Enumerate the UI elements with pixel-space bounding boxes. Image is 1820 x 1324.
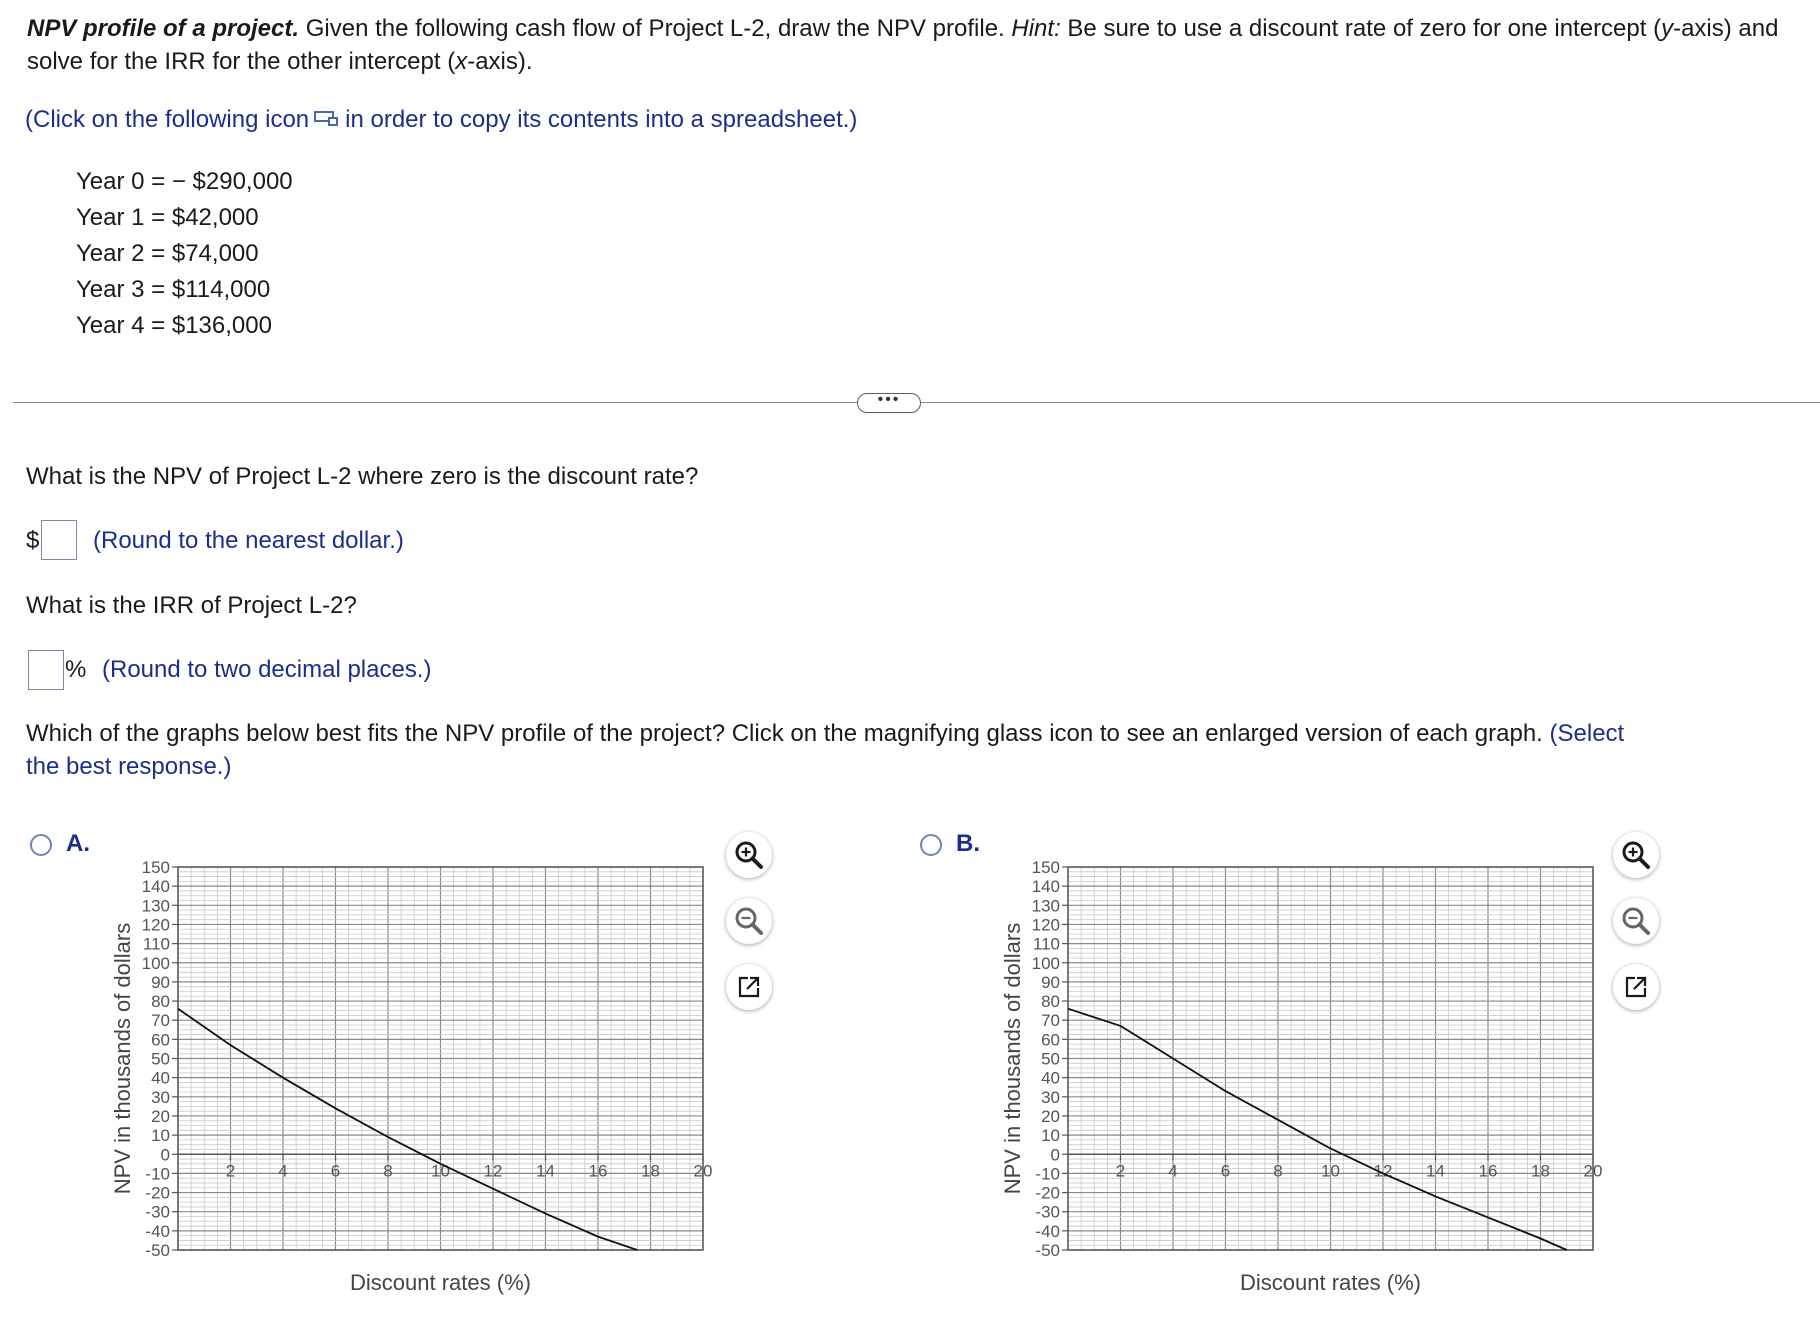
y-tick-label: 110 xyxy=(142,934,170,954)
question-graph xyxy=(26,717,1806,783)
copy-note xyxy=(25,103,857,137)
open-external-icon xyxy=(1623,974,1649,1000)
copy-note-before: (Click on the following icon xyxy=(25,106,310,133)
zoom-in-button-b[interactable] xyxy=(1613,832,1659,878)
y-tick-label: 120 xyxy=(1031,915,1060,935)
x-tick-label: 20 xyxy=(693,1161,713,1181)
copy-icon[interactable] xyxy=(313,104,339,137)
more-button[interactable]: ••• xyxy=(857,393,921,413)
problem-intro: Given the following cash flow of Project L-2, draw the NPV profile. xyxy=(299,15,1012,42)
y-tick-label: -40 xyxy=(145,1221,170,1241)
y-tick-label: 20 xyxy=(151,1106,170,1126)
hint-text: Be sure to use a discount rate of zero for one intercept ( xyxy=(1060,15,1662,42)
cash-flow-year-0: Year 0 = − $290,000 xyxy=(76,168,293,195)
y-tick-label: -50 xyxy=(1035,1241,1060,1260)
x-tick-label: 14 xyxy=(536,1161,555,1181)
x-tick-label: 2 xyxy=(225,1161,236,1181)
hint-label: Hint: xyxy=(1011,15,1061,42)
y-tick-label: 70 xyxy=(1041,1011,1060,1031)
x-tick-label: 12 xyxy=(1373,1161,1393,1181)
y-tick-label: 140 xyxy=(1031,877,1060,897)
chart-b xyxy=(990,855,1610,1295)
y-axis-title: NPV in thousands of dollars xyxy=(1000,922,1025,1195)
question-npv: What is the NPV of Project L-2 where zero is the discount rate? xyxy=(26,463,699,490)
y-tick-label: -10 xyxy=(145,1164,170,1184)
y-axis-word: y xyxy=(1661,15,1674,42)
x-tick-label: 10 xyxy=(1321,1161,1340,1181)
cash-flow-year-3: Year 3 = $114,000 xyxy=(76,276,271,303)
irr-round-hint: (Round to two decimal places.) xyxy=(102,656,432,683)
x-tick-label: 4 xyxy=(1168,1161,1178,1181)
dollar-prefix: $ xyxy=(26,527,40,554)
x-tick-label: 6 xyxy=(1220,1161,1231,1181)
hint-text-3: -axis). xyxy=(467,48,533,75)
problem-statement xyxy=(27,12,1797,78)
y-tick-label: 130 xyxy=(141,896,170,916)
y-tick-label: 90 xyxy=(151,972,170,992)
chart-a xyxy=(100,855,720,1295)
y-tick-label: 0 xyxy=(160,1145,170,1165)
y-tick-label: 120 xyxy=(141,915,170,935)
x-axis-title: Discount rates (%) xyxy=(1240,1270,1421,1295)
y-tick-label: 80 xyxy=(1041,992,1060,1012)
irr-answer-input[interactable] xyxy=(28,650,64,690)
x-tick-label: 16 xyxy=(588,1161,608,1181)
npv-curve-a xyxy=(178,1009,637,1250)
option-b-radio[interactable] xyxy=(920,834,942,856)
y-tick-label: -30 xyxy=(145,1202,170,1222)
y-tick-label: 150 xyxy=(1031,858,1060,877)
y-tick-label: 80 xyxy=(151,992,170,1012)
x-tick-label: 18 xyxy=(641,1161,660,1181)
option-a-radio[interactable] xyxy=(30,834,52,856)
x-axis-title: Discount rates (%) xyxy=(350,1270,531,1295)
y-tick-label: -30 xyxy=(1035,1202,1060,1222)
option-a-label: A. xyxy=(66,830,90,857)
y-tick-label: -10 xyxy=(1035,1164,1060,1184)
y-tick-label: 100 xyxy=(141,953,170,973)
percent-suffix: % xyxy=(65,656,87,683)
zoom-out-icon xyxy=(1621,906,1651,936)
x-tick-label: 2 xyxy=(1115,1161,1126,1181)
zoom-out-button-a[interactable] xyxy=(726,898,772,944)
question-irr: What is the IRR of Project L-2? xyxy=(26,592,357,619)
y-tick-label: 100 xyxy=(1031,953,1060,973)
cash-flow-year-1: Year 1 = $42,000 xyxy=(76,204,259,231)
x-tick-label: 4 xyxy=(278,1161,288,1181)
y-tick-label: 130 xyxy=(1031,896,1060,916)
y-tick-label: 110 xyxy=(1032,934,1060,954)
y-tick-label: 140 xyxy=(141,877,170,897)
zoom-out-button-b[interactable] xyxy=(1613,898,1659,944)
y-tick-label: 0 xyxy=(1050,1145,1060,1165)
y-tick-label: 10 xyxy=(1041,1126,1060,1146)
cash-flow-year-2: Year 2 = $74,000 xyxy=(76,240,259,267)
y-tick-label: 60 xyxy=(151,1030,170,1050)
open-external-icon xyxy=(736,974,762,1000)
x-tick-label: 10 xyxy=(431,1161,450,1181)
zoom-in-icon xyxy=(734,840,764,870)
copy-note-after: in order to copy its contents into a spreadsheet.) xyxy=(345,106,858,133)
y-tick-label: 150 xyxy=(141,858,170,877)
select-note-2: the best response.) xyxy=(26,753,232,780)
x-tick-label: 8 xyxy=(383,1161,393,1181)
y-tick-label: 50 xyxy=(1041,1049,1060,1069)
y-tick-label: 10 xyxy=(151,1126,170,1146)
x-tick-label: 16 xyxy=(1478,1161,1498,1181)
y-tick-label: -20 xyxy=(145,1183,170,1203)
option-b-label: B. xyxy=(956,830,980,857)
y-tick-label: 40 xyxy=(151,1068,170,1088)
x-tick-label: 20 xyxy=(1583,1161,1603,1181)
cash-flow-year-4: Year 4 = $136,000 xyxy=(76,312,272,339)
hint-text-2: -axis) and solve for the IRR for the other intercept ( xyxy=(27,15,1779,75)
y-axis-title: NPV in thousands of dollars xyxy=(110,922,135,1195)
x-tick-label: 8 xyxy=(1273,1161,1283,1181)
y-tick-label: 50 xyxy=(151,1049,170,1069)
y-tick-label: -50 xyxy=(145,1241,170,1260)
npv-round-hint: (Round to the nearest dollar.) xyxy=(93,527,404,554)
problem-title: NPV profile of a project. xyxy=(27,15,300,42)
x-axis-word: x xyxy=(455,48,468,75)
open-external-button-b[interactable] xyxy=(1613,964,1659,1010)
zoom-in-button-a[interactable] xyxy=(726,832,772,878)
x-tick-label: 12 xyxy=(483,1161,503,1181)
question-graph-text: Which of the graphs below best fits the NPV profile of the project? Click on the magnifying glass icon to see an enlarged version of each graph. xyxy=(26,720,1550,747)
select-note: (Select xyxy=(1549,720,1625,747)
y-tick-label: 60 xyxy=(1041,1030,1060,1050)
y-tick-label: -20 xyxy=(1035,1183,1060,1203)
y-tick-label: 40 xyxy=(1041,1068,1060,1088)
npv-answer-input[interactable] xyxy=(41,520,77,560)
y-tick-label: -40 xyxy=(1035,1221,1060,1241)
y-tick-label: 20 xyxy=(1041,1106,1060,1126)
open-external-button-a[interactable] xyxy=(726,964,772,1010)
y-tick-label: 70 xyxy=(151,1011,170,1031)
x-tick-label: 6 xyxy=(330,1161,341,1181)
y-tick-label: 30 xyxy=(151,1087,170,1107)
y-tick-label: 90 xyxy=(1041,972,1060,992)
y-tick-label: 30 xyxy=(1041,1087,1060,1107)
zoom-out-icon xyxy=(734,906,764,936)
x-tick-label: 14 xyxy=(1426,1161,1445,1181)
zoom-in-icon xyxy=(1621,840,1651,870)
x-tick-label: 18 xyxy=(1531,1161,1550,1181)
